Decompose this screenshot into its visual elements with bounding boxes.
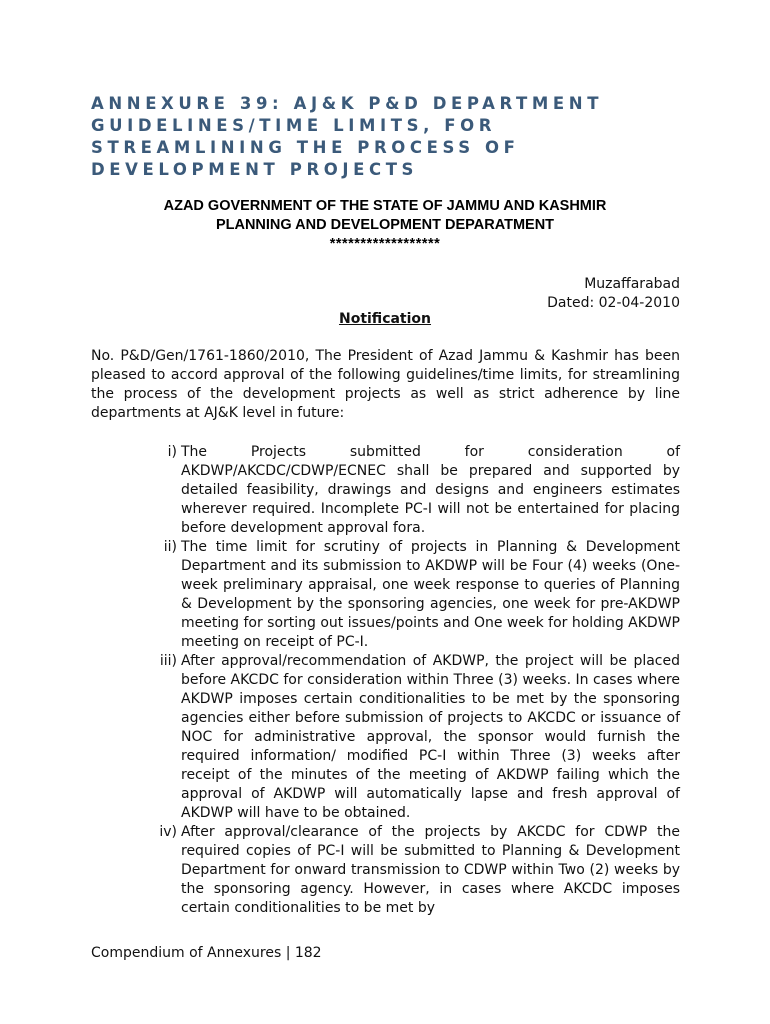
annexure-title-line: STREAMLINING THE PROCESS OF: [91, 138, 520, 157]
guideline-item: [150, 652, 680, 823]
notification-date: Dated: 02-04-2010: [547, 295, 680, 311]
guideline-item: [150, 538, 680, 652]
guidelines-list: [150, 443, 680, 918]
annexure-title-line: ANNEXURE 39: AJ&K P&D DEPARTMENT: [91, 94, 604, 113]
guideline-item: [150, 823, 680, 918]
guideline-text: The time limit for scrutiny of projects in Planning & Development Department and its submission to AKDWP will be Four (4) weeks (One-week preliminary appraisal, one week response to queries of Planning & Development by the sponsoring agencies, one week for pre-AKDWP meeting for sorting out issues/points and One week for holding AKDWP meeting on receipt of PC-I.: [181, 539, 680, 650]
guideline-text: After approval/recommendation of AKDWP, the project will be placed before AKCDC for consideration within Three (3) weeks. In cases where AKDWP imposes certain conditionalities to be met by the sponsoring agencies either before submission of projects to AKCDC or issuance of NOC for administrative approval, the sponsor would furnish the required information/ modified PC-I within Three (3) weeks after receipt of the minutes of the meeting of AKDWP failing which the approval of AKDWP will automatically lapse and fresh approval of AKDWP will have to be obtained.: [181, 653, 680, 821]
government-name: AZAD GOVERNMENT OF THE STATE OF JAMMU AND KASHMIR: [163, 198, 607, 214]
place-date-block: [547, 275, 680, 313]
guideline-text: The Projects submitted for consideration of AKDWP/AKCDC/CDWP/ECNEC shall be prepared and supported by detailed feasibility, drawings and designs and engineers estimates wherever required. Incomplete PC-I will not be entertained for placing before development approval fora.: [181, 444, 680, 536]
separator-stars: ******************: [329, 236, 441, 252]
guideline-number: iv): [159, 824, 177, 840]
place-city: Muzaffarabad: [584, 276, 680, 292]
department-name: PLANNING AND DEVELOPMENT DEPARATMENT: [215, 217, 555, 233]
guideline-number: i): [167, 444, 177, 460]
annexure-title-line: GUIDELINES/TIME LIMITS, FOR: [91, 116, 497, 135]
guideline-text: After approval/clearance of the projects by AKCDC for CDWP the required copies of PC-I will be submitted to Planning & Development Department for onward transmission to CDWP within Two (2) weeks by the sponsoring agency. However, in cases where AKCDC imposes certain conditionalities to be met by: [181, 824, 680, 916]
guideline-number: ii): [163, 539, 177, 555]
government-header: [91, 197, 679, 254]
annexure-title-line: DEVELOPMENT PROJECTS: [91, 160, 419, 179]
page-footer: Compendium of Annexures | 182: [91, 945, 322, 961]
intro-paragraph: No. P&D/Gen/1761-1860/2010, The President of Azad Jammu & Kashmir has been pleased to accord approval of the following guidelines/time limits, for streamlining the process of the development projects as well as strict adherence by line departments at AJ&K level in future:: [91, 348, 680, 421]
guideline-item: [150, 443, 680, 538]
annexure-title: [91, 93, 691, 181]
guideline-number: iii): [159, 653, 177, 669]
notification-title: Notification: [338, 311, 432, 327]
